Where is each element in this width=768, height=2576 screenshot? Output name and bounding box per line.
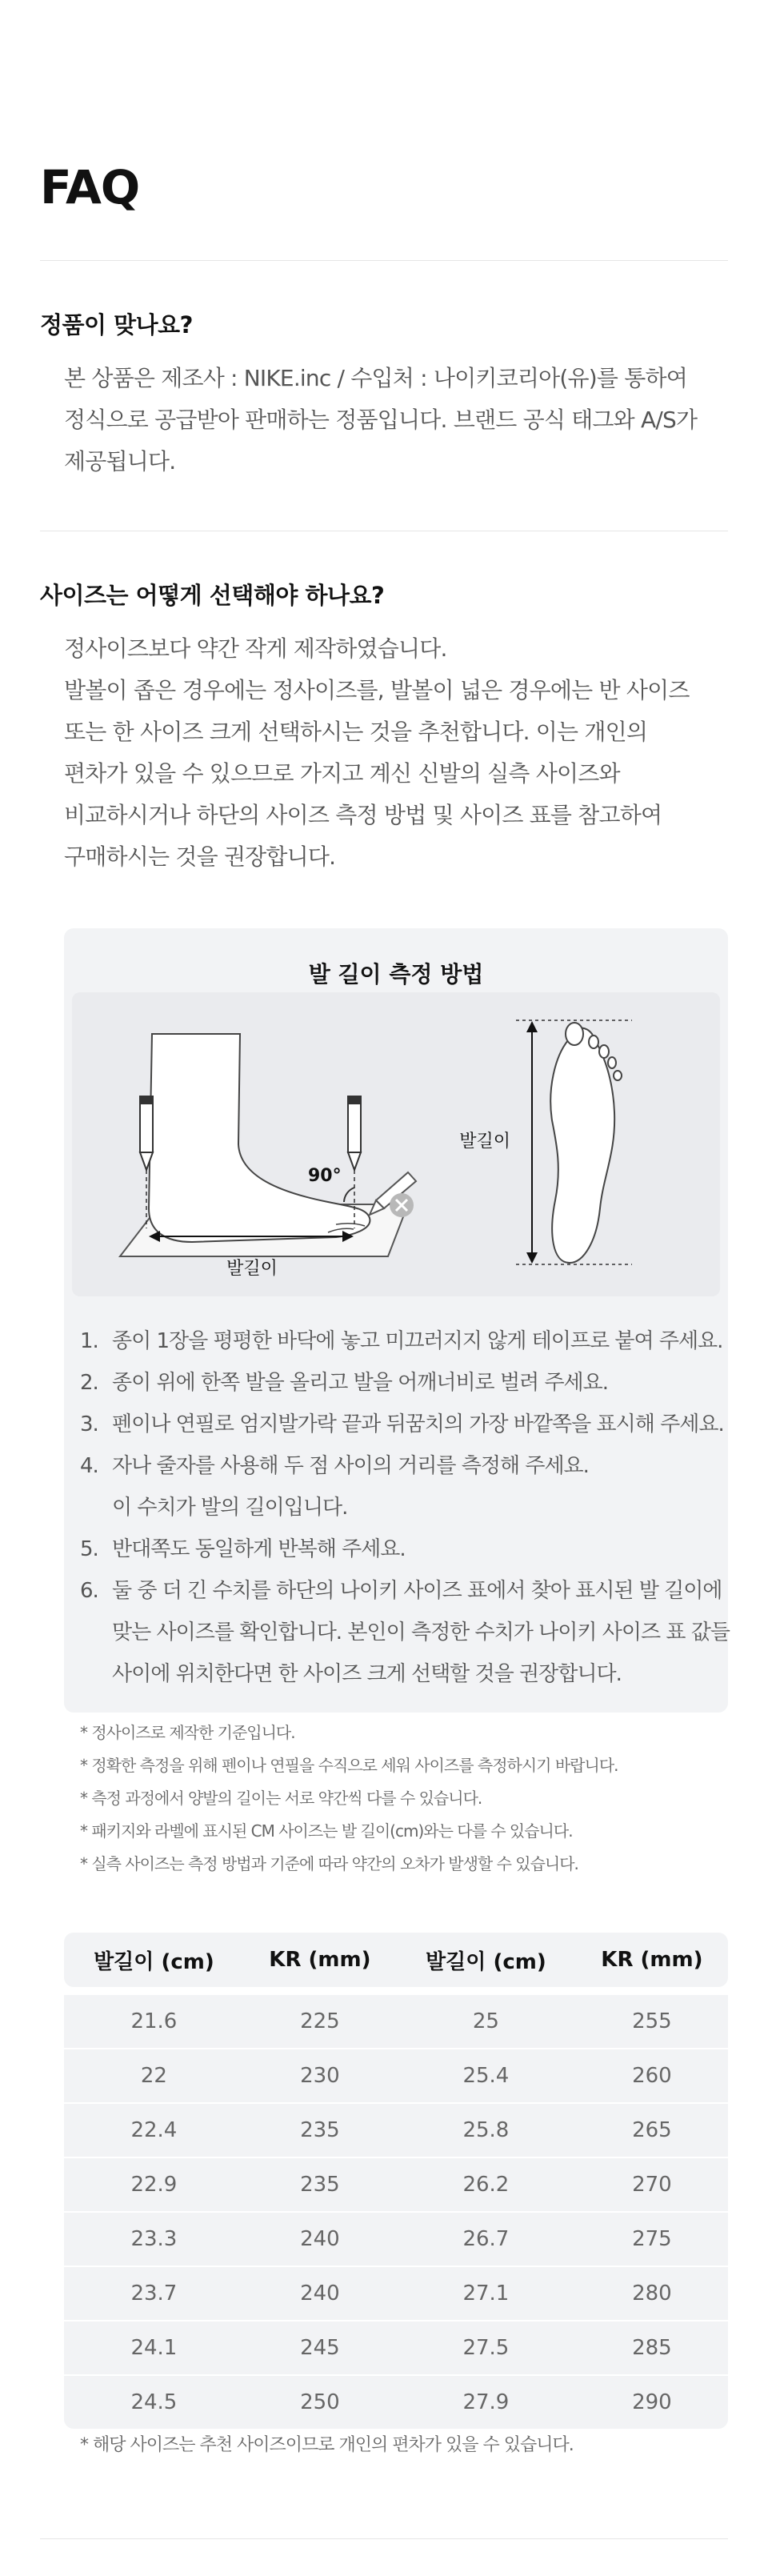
table-cell: 25.4 [396, 2049, 576, 2104]
table-row [64, 2049, 728, 2104]
measure-step [80, 1320, 723, 1362]
measure-step [80, 1570, 730, 1695]
answer-line: 비교하시거나 하단의 사이즈 측정 방법 및 사이즈 표를 참고하여 [64, 802, 662, 828]
step-number: 5. [80, 1537, 98, 1561]
step-number: 2. [80, 1371, 98, 1395]
faq-question-size: 사이즈는 어떻게 선택해야 하나요? [40, 582, 385, 609]
table-row [64, 2158, 728, 2213]
arrow-head [526, 1252, 538, 1264]
size-table-body [64, 1995, 728, 2429]
step-text-cont: 사이에 위치한다면 한 사이즈 크게 선택할 것을 권장합니다. [112, 1662, 622, 1686]
note-item: * 정확한 측정을 위해 펜이나 연필을 수직으로 세워 사이즈를 측정하시기 바랍니다. [80, 1756, 618, 1775]
close-icon [390, 1193, 414, 1217]
step-text-cont: 이 수치가 발의 길이입니다. [112, 1496, 348, 1520]
measure-step [80, 1362, 720, 1404]
table-cell: 23.3 [64, 2213, 244, 2267]
table-cell: 25 [396, 1995, 576, 2049]
table-cell: 235 [244, 2104, 396, 2158]
table-cell: 23.7 [64, 2267, 244, 2322]
measure-step [80, 1528, 720, 1570]
size-table [64, 1933, 728, 2429]
toe [599, 1045, 609, 1058]
table-cell: 290 [576, 2376, 728, 2429]
step-text: 종이 위에 한쪽 발을 올리고 발을 어깨너비로 벌려 주세요. [112, 1371, 609, 1395]
table-cell: 26.7 [396, 2213, 576, 2267]
table-cell: 21.6 [64, 1995, 244, 2049]
table-header-row [64, 1933, 728, 1987]
table-cell: 24.5 [64, 2376, 244, 2429]
answer-line: 또는 한 사이즈 크게 선택하시는 것을 추천합니다. 이는 개인의 [64, 719, 648, 745]
step-text: 둘 중 더 긴 수치를 하단의 나이키 사이즈 표에서 찾아 표시된 발 길이에 [112, 1579, 722, 1603]
faq-answer-size [64, 628, 720, 878]
measure-step [80, 1404, 724, 1445]
table-cell: 245 [244, 2322, 396, 2376]
page-title: FAQ [40, 160, 140, 214]
table-cell: 27.1 [396, 2267, 576, 2322]
faq-answer-authentic [64, 358, 720, 483]
step-text: 반대쪽도 동일하게 반복해 주세요. [112, 1537, 406, 1561]
big-toe [566, 1023, 583, 1045]
answer-line: 본 상품은 제조사 : NIKE.inc / 수입처 : 나이키코리아(유)를 통하여 [64, 365, 687, 391]
table-cell: 230 [244, 2049, 396, 2104]
foot-measure-illustration [72, 992, 720, 1296]
divider [40, 260, 728, 261]
column-header: KR (mm) [244, 1933, 396, 1987]
table-cell: 22 [64, 2049, 244, 2104]
toe [608, 1057, 616, 1068]
step-number: 3. [80, 1412, 98, 1436]
arrow-head [526, 1021, 538, 1032]
note-item: * 측정 과정에서 양발의 길이는 서로 약간씩 다를 수 있습니다. [80, 1789, 482, 1808]
table-cell: 265 [576, 2104, 728, 2158]
angle-arc [344, 1188, 354, 1202]
divider [40, 2538, 728, 2539]
toe [614, 1071, 622, 1080]
size-table-note: * 해당 사이즈는 추천 사이즈이므로 개인의 편차가 있을 수 있습니다. [80, 2435, 574, 2455]
toe [589, 1036, 598, 1048]
answer-line: 발볼이 좁은 경우에는 정사이즈를, 발볼이 넓은 경우에는 반 사이즈 [64, 677, 690, 703]
table-cell: 225 [244, 1995, 396, 2049]
table-cell: 280 [576, 2267, 728, 2322]
answer-line: 구매하시는 것을 권장합니다. [64, 843, 336, 870]
step-number: 4. [80, 1454, 98, 1478]
note-item: * 패키지와 라벨에 표시된 CM 사이즈는 발 길이(cm)와는 다를 수 있습니다. [80, 1821, 573, 1841]
note-item: * 실측 사이즈는 측정 방법과 기준에 따라 약간의 오차가 발생할 수 있습니다. [80, 1854, 578, 1873]
table-cell: 240 [244, 2267, 396, 2322]
table-cell: 22.4 [64, 2104, 244, 2158]
sole-outline [550, 1028, 614, 1263]
note-item: * 정사이즈로 제작한 기준입니다. [80, 1723, 295, 1742]
table-cell: 235 [244, 2158, 396, 2213]
measure-notes [80, 1717, 720, 1881]
table-row [64, 1995, 728, 2049]
column-header: KR (mm) [576, 1933, 728, 1987]
step-text: 자나 줄자를 사용해 두 점 사이의 거리를 측정해 주세요. [112, 1454, 589, 1478]
column-header: 발길이 (cm) [64, 1933, 244, 1987]
table-cell: 27.5 [396, 2322, 576, 2376]
table-cell: 240 [244, 2213, 396, 2267]
answer-line: 제공됩니다. [64, 448, 176, 475]
table-cell: 250 [244, 2376, 396, 2429]
table-cell: 255 [576, 1995, 728, 2049]
measure-guide-title: 발 길이 측정 방법 [308, 961, 484, 988]
faq-question-authentic: 정품이 맞나요? [40, 311, 194, 339]
step-number: 6. [80, 1579, 98, 1603]
step-text: 펜이나 연필로 엄지발가락 끝과 뒤꿈치의 가장 바깥쪽을 표시해 주세요. [112, 1412, 724, 1436]
answer-line: 편차가 있을 수 있으므로 가지고 계신 신발의 실측 사이즈와 [64, 760, 620, 787]
table-cell: 260 [576, 2049, 728, 2104]
table-cell: 27.9 [396, 2376, 576, 2429]
table-cell: 26.2 [396, 2158, 576, 2213]
step-number: 1. [80, 1329, 98, 1353]
foot-illustration-svg [72, 992, 720, 1296]
angle-label: 90° [308, 1166, 342, 1186]
table-cell: 285 [576, 2322, 728, 2376]
foot-length-label: 발길이 [226, 1259, 278, 1279]
table-row [64, 2213, 728, 2267]
table-cell: 270 [576, 2158, 728, 2213]
sole-length-label: 발길이 [459, 1132, 510, 1152]
table-cell: 275 [576, 2213, 728, 2267]
measure-steps-list [80, 1320, 730, 1695]
table-row [64, 2322, 728, 2376]
table-cell: 24.1 [64, 2322, 244, 2376]
column-header: 발길이 (cm) [396, 1933, 576, 1987]
table-row [64, 2376, 728, 2429]
step-text: 종이 1장을 평평한 바닥에 놓고 미끄러지지 않게 테이프로 붙여 주세요. [112, 1329, 723, 1353]
table-cell: 25.8 [396, 2104, 576, 2158]
measure-step [80, 1445, 720, 1528]
measure-guide-card [64, 928, 728, 1713]
foot-side-outline [149, 1034, 370, 1242]
answer-line: 정사이즈보다 약간 작게 제작하였습니다. [64, 635, 447, 662]
answer-line: 정식으로 공급받아 판매하는 정품입니다. 브랜드 공식 태그와 A/S가 [64, 407, 698, 433]
table-row [64, 2104, 728, 2158]
table-row [64, 2267, 728, 2322]
step-text-cont: 맞는 사이즈를 확인합니다. 본인이 측정한 수치가 나이키 사이즈 표 값들 [112, 1621, 730, 1645]
table-cell: 22.9 [64, 2158, 244, 2213]
